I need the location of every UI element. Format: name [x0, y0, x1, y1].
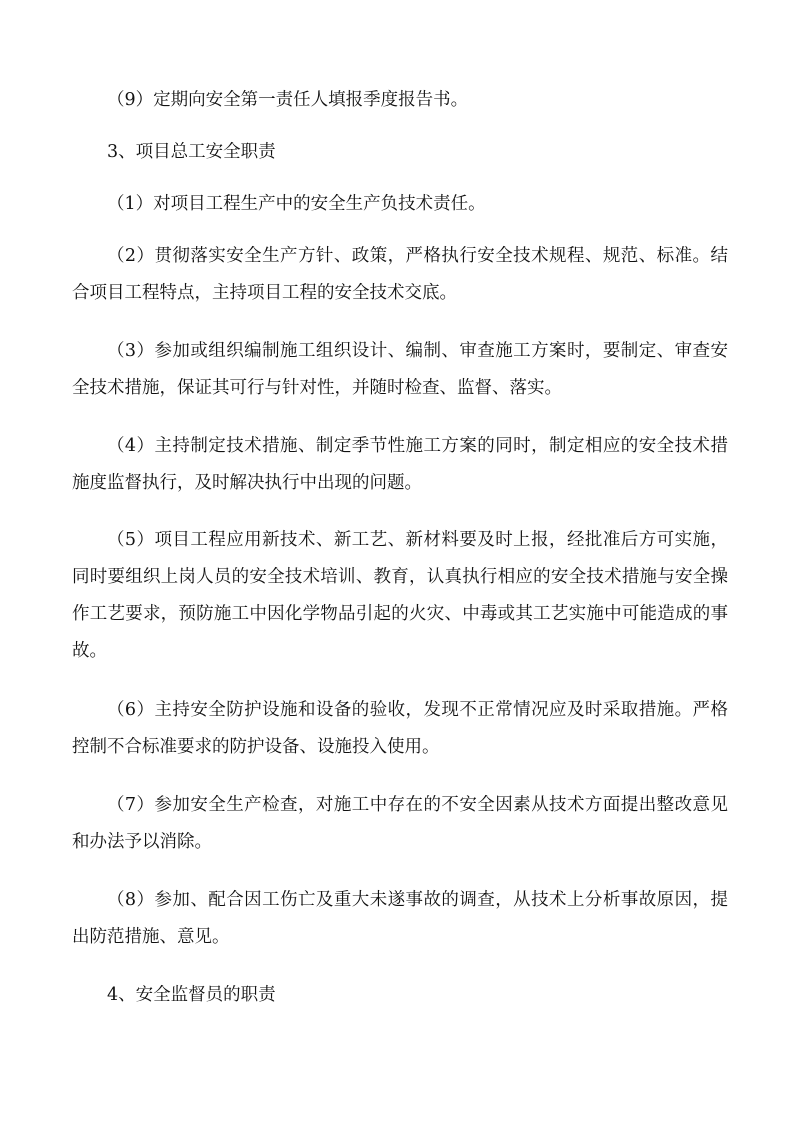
paragraph-item-3: （3）参加或组织编制施工组织设计、编制、审查施工方案时，要制定、审查安全技术措施，保证其可行与针对性，并随时检查、监督、落实。 [72, 341, 728, 398]
paragraph-item-7: （7）参加安全生产检查，对施工中存在的不安全因素从技术方面提出整改意见和办法予以消除。 [72, 795, 728, 852]
section-heading-safety-supervisor: 4、安全监督员的职责 [107, 985, 276, 1005]
paragraph-item-9-quarterly-report: （9）定期向安全第一责任人填报季度报告书。 [107, 90, 469, 110]
paragraph-item-8: （8）参加、配合因工伤亡及重大未遂事故的调查，从技术上分析事故原因，提出防范措施、意见。 [72, 890, 728, 947]
paragraph-item-4: （4）主持制定技术措施、制定季节性施工方案的同时，制定相应的安全技术措施度监督执行，及时解决执行中出现的问题。 [72, 436, 728, 493]
section-heading-chief-engineer: 3、项目总工安全职责 [107, 142, 276, 162]
paragraph-item-2: （2）贯彻落实安全生产方针、政策，严格执行安全技术规程、规范、标准。结合项目工程特点，主持项目工程的安全技术交底。 [72, 246, 728, 303]
paragraph-item-1: （1）对项目工程生产中的安全生产负技术责任。 [107, 194, 486, 214]
paragraph-item-6: （6）主持安全防护设施和设备的验收，发现不正常情况应及时采取措施。严格控制不合标准要求的防护设备、设施投入使用。 [72, 700, 728, 757]
paragraph-item-5: （5）项目工程应用新技术、新工艺、新材料要及时上报，经批准后方可实施，同时要组织上岗人员的安全技术培训、教育，认真执行相应的安全技术措施与安全操作工艺要求，预防施工中因化学物品引起的火灾、中毒或其工艺实施中可能造成的事故。 [72, 530, 728, 661]
